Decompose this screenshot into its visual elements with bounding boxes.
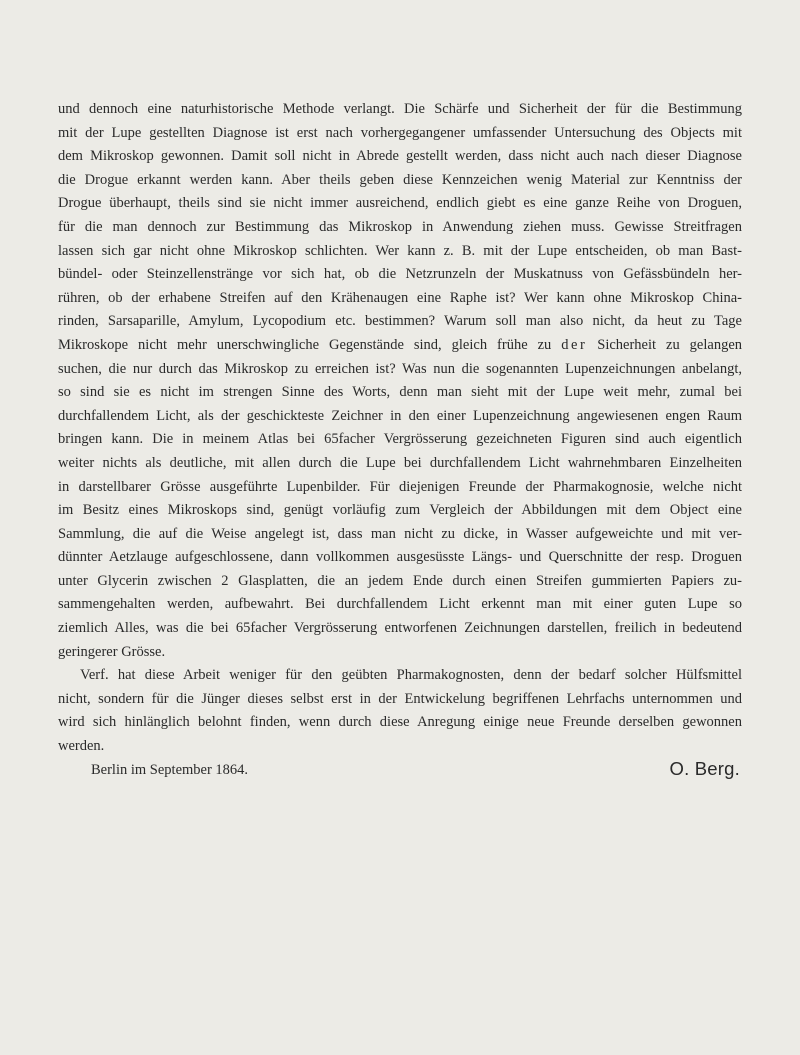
- text-line: dem Mikroskop gewonnen. Damit soll nicht in Abrede gestellt werden, dass nicht auch nach dieser Diagnose: [58, 148, 742, 165]
- text-line: werden.: [58, 738, 105, 755]
- text-line: so sind sie es nicht im strengen Sinne des Worts, denn man sieht mit der Lupe weit mehr, zumal bei: [58, 384, 742, 401]
- text-line: sammengehalten werden, aufbewahrt. Bei durchfallendem Licht erkennt man mit einer guten Lupe so: [58, 596, 742, 613]
- text-line: ziemlich Alles, was die bei 65facher Vergrösserung entworfenen Zeichnungen darstellen, freilich in bedeutend: [58, 620, 742, 637]
- text-line: suchen, die nur durch das Mikroskop zu erreichen ist? Was nun die sogenannten Lupenzeichnungen anbelangt,: [58, 360, 742, 377]
- document-page: [58, 98, 742, 788]
- text-line: und dennoch eine naturhistorische Methode verlangt. Die Schärfe und Sicherheit der für die Bestimmung: [58, 101, 742, 117]
- closing-line: [58, 757, 742, 788]
- text-line: in darstellbarer Grösse ausgeführte Lupenbilder. Für diejenigen Freunde der Pharmakognosie, welche nicht: [58, 478, 742, 495]
- paragraph-2: [58, 664, 742, 758]
- place-and-date: Berlin im September 1864.: [91, 761, 249, 778]
- text-line: bringen kann. Die in meinem Atlas bei 65facher Vergrösserung gezeichneten Figuren sind auch eigentlich: [58, 431, 742, 448]
- text-line: durchfallendem Licht, als der geschickteste Zeichner in den einer Lupenzeichnung angewiesenen engen Raum: [58, 407, 742, 424]
- text-line: im Besitz eines Mikroskops sind, genügt vorläufig zum Vergleich der Abbildungen mit dem Object eine: [58, 502, 742, 519]
- text-line: Sammlung, die auf die Weise angelegt ist, dass man nicht zu dicke, in Wasser aufgeweichte und mit ver-: [58, 525, 742, 542]
- text-line: lassen sich gar nicht ohne Mikroskop schlichten. Wer kann z. B. mit der Lupe entscheiden, ob man Bast-: [58, 242, 742, 259]
- paragraph-1: [58, 98, 742, 664]
- text-line: wird sich hinlänglich belohnt finden, wenn durch diese Anregung einige neue Freunde derselben gewonnen: [58, 714, 742, 731]
- text-line: Verf. hat diese Arbeit weniger für den geübten Pharmakognosten, denn der bedarf solcher Hülfsmittel: [80, 667, 742, 684]
- text-line: Mikroskope nicht mehr unerschwingliche Gegenstände sind, gleich frühe zu der Sicherheit zu gelangen: [58, 336, 742, 353]
- emphasized-word: der: [561, 336, 588, 353]
- text-line: weiter nichts als deutliche, mit allen durch die Lupe bei durchfallendem Licht wahrnehmbaren Einzelheiten: [58, 454, 742, 471]
- text-line: unter Glycerin zwischen 2 Glasplatten, die an jedem Ende durch einen Streifen gummierten Papiers zu-: [58, 572, 742, 589]
- text-line: rinden, Sarsaparille, Amylum, Lycopodium etc. bestimmen? Warum soll man also nicht, da heut zu Tage: [58, 313, 742, 330]
- text-line: dünnter Aetzlauge aufgeschlossene, dann vollkommen ausgesüsste Längs- und Querschnitte der resp. Droguen: [58, 549, 742, 566]
- text-line: rühren, ob der erhabene Streifen auf den Krähenaugen eine Raphe ist? Wer kann ohne Mikroskop China-: [58, 289, 742, 306]
- text-line: Drogue überhaupt, theils sind sie nicht immer ausreichend, endlich giebt es eine ganze Reihe von Droguen,: [58, 195, 742, 212]
- text-line: bündel- oder Steinzellenstränge vor sich hat, ob die Netzrunzeln der Muskatnuss von Gefässbündeln her-: [58, 266, 742, 283]
- author-signature: O. Berg.: [669, 757, 740, 779]
- text-line: für die man dennoch zur Bestimmung das Mikroskop in Anwendung ziehen muss. Gewisse Streitfragen: [58, 218, 742, 235]
- text-line: die Drogue erkannt werden kann. Aber theils geben diese Kennzeichen wenig Material zur Kenntniss der: [58, 171, 742, 188]
- text-line: nicht, sondern für die Jünger dieses selbst erst in der Entwickelung begriffenen Lehrfachs unternommen und: [58, 690, 742, 707]
- text-line: mit der Lupe gestellten Diagnose ist erst nach vorhergegangener umfassender Untersuchung des Objects mit: [58, 124, 742, 141]
- text-line: geringerer Grösse.: [58, 643, 166, 660]
